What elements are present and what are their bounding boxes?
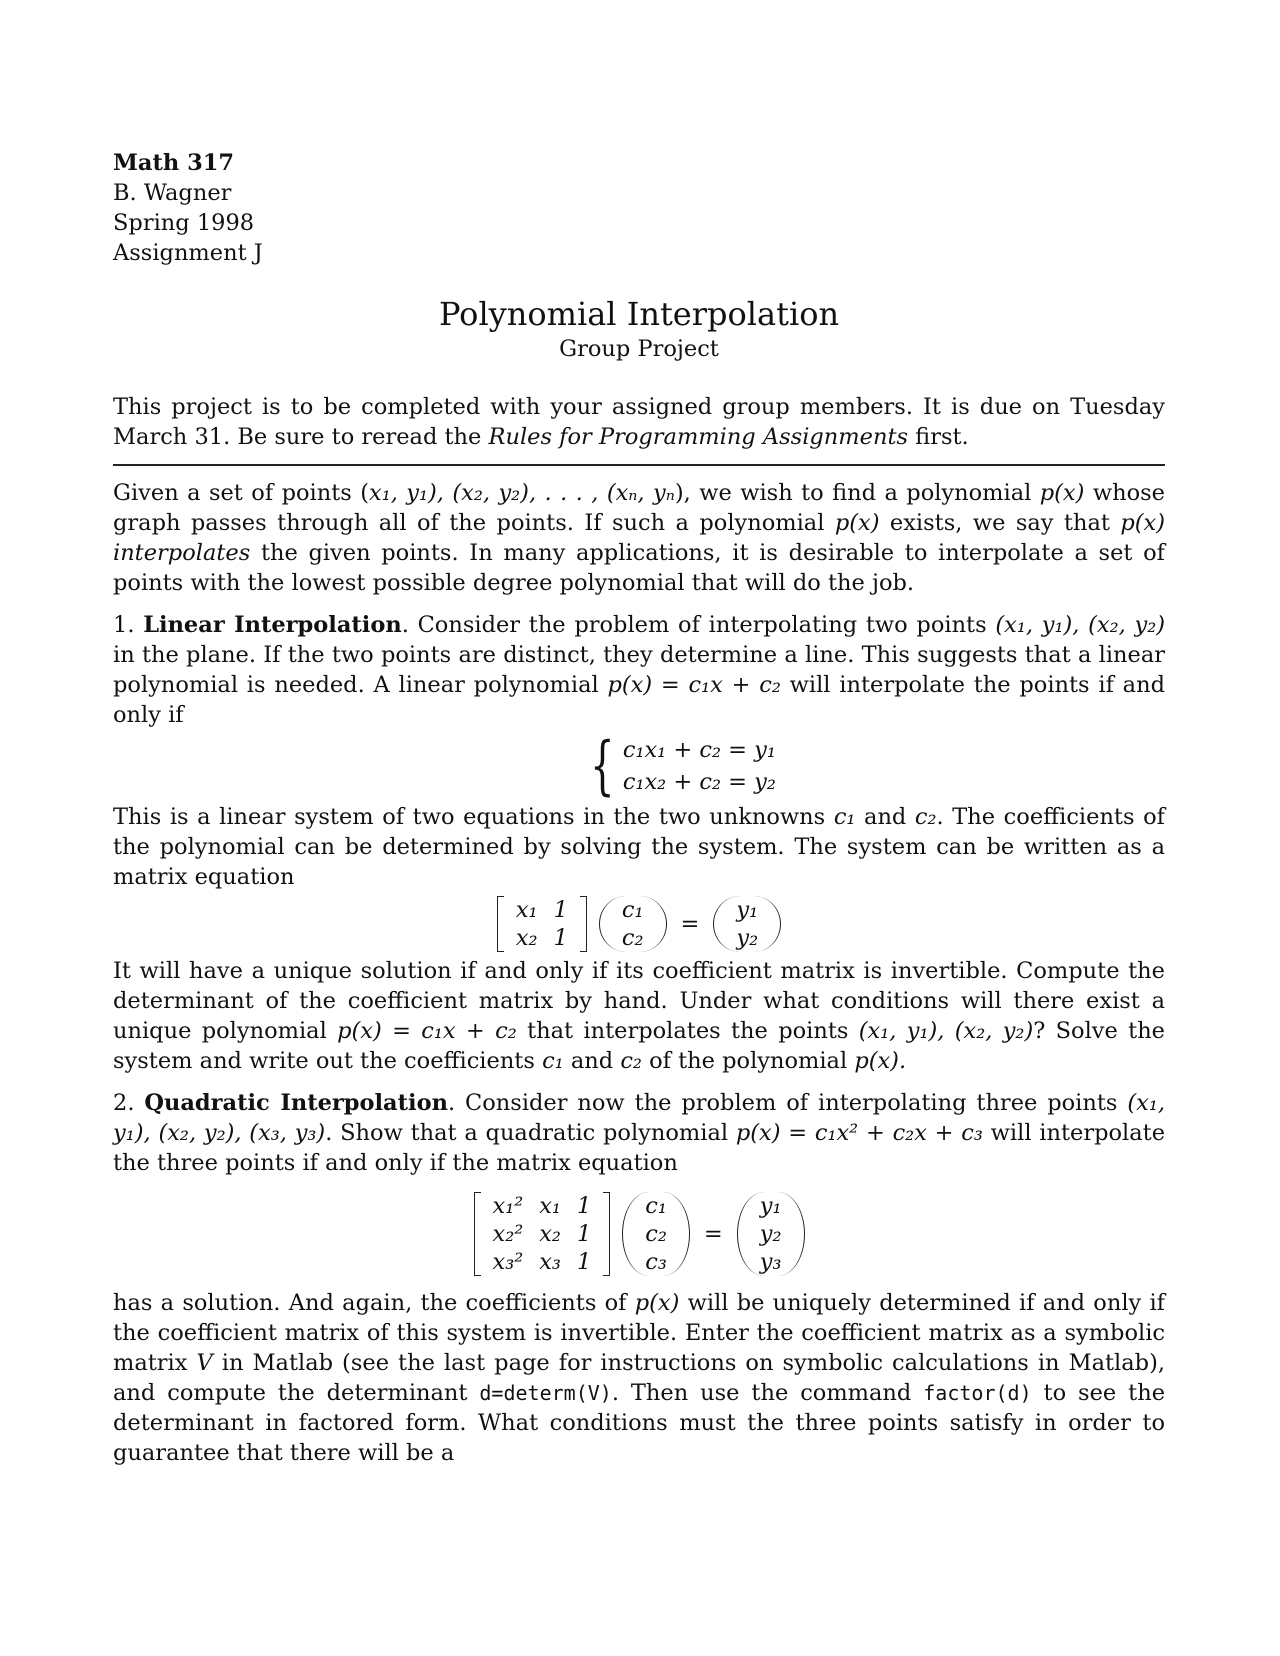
title-block (113, 294, 1165, 364)
intro-paragraph: This project is to be completed with your assigned group members. It is due on Tuesday March 31. Be sure to reread the Rules for Programming Assignments first. (113, 394, 1165, 450)
matrix-equation-2x2: x₁ 1 x₂ 1 c₁ c₂ = y₁ y₂ (113, 896, 1165, 952)
page-subtitle: Group Project (559, 336, 719, 362)
rules-reference: Rules for Programming Assignments (488, 424, 909, 450)
instructor-name: B. Wagner (113, 180, 232, 206)
unknowns-vector-3: c₁ c₂ c₃ (622, 1192, 690, 1276)
unknowns-vector-2: c₁ c₂ (599, 896, 667, 952)
linear-system (113, 729, 1165, 803)
assignment-label: Assignment J (113, 240, 263, 266)
matrix-equation-3x3: x₁² x₁ 1 x₂² x₂ 1 x₃² x₃ 1 c₁ c₂ c₃ = y₁ y₂ y₃ (113, 1192, 1165, 1276)
coefficient-matrix-2x2: x₁ 1 x₂ 1 (497, 896, 587, 952)
linear-section-paragraph: 1. Linear Interpolation. Consider the problem of interpolating two points (x₁, y₁), (x₂, y₂) in the plane. If the two points are distinct, they determine a line. This suggests that a linear polynomial is needed. A linear polynomial p(x) = c₁x + c₂ will interpolate the points if and only if (113, 612, 1165, 728)
linear-system-paragraph: This is a linear system of two equations in the two unknowns c₁ and c₂. The coefficients of the polynomial can be determined by solving the system. The system can be written as a matrix equation (113, 804, 1165, 890)
left-brace: { (590, 729, 615, 803)
rhs-vector-2: y₁ y₂ (713, 896, 781, 952)
term: Spring 1998 (113, 210, 255, 236)
divider (113, 464, 1165, 466)
matlab-paragraph: has a solution. And again, the coefficients of p(x) will be uniquely determined if and only if the coefficient matrix of this system is invertible. Enter the coefficient matrix as a symbolic matrix V in Matlab (see the last page for instructions on symbolic calculations in Matlab), and compute the determinant d=determ(V). Then use the command factor(d) to see the determinant in factored form. What conditions must the three points satisfy in order to guarantee that there will be a (113, 1290, 1166, 1466)
system-equation-2: c₁x₂ + c₂ = y₂ (622, 769, 776, 795)
section-heading-linear: Linear Interpolation (143, 612, 402, 638)
code-determ: d=determ(V) (479, 1381, 612, 1405)
system-equation-1: c₁x₁ + c₂ = y₁ (622, 737, 776, 763)
quadratic-section-paragraph: 2. Quadratic Interpolation. Consider now the problem of interpolating three points (x₁, y₁), (x₂, y₂), (x₃, y₃). Show that a quadratic polynomial p(x) = c₁x² + c₂x + c₃ will interpolate the three points if and only if the matrix equation (113, 1090, 1166, 1176)
code-factor: factor(d) (923, 1381, 1032, 1405)
document-page (113, 148, 1165, 1468)
header-block (113, 148, 1165, 268)
page-title: Polynomial Interpolation (438, 295, 840, 333)
vandermonde-matrix-3x3: x₁² x₁ 1 x₂² x₂ 1 x₃² x₃ 1 (474, 1192, 611, 1276)
course-name: Math 317 (113, 150, 235, 176)
section-heading-quadratic: Quadratic Interpolation (144, 1090, 448, 1116)
uniqueness-paragraph: It will have a unique solution if and only if its coefficient matrix is invertible. Compute the determinant of the coefficient matrix by hand. Under what conditions will there exist a unique polynomial p(x) = c₁x + c₂ that interpolates the points (x₁, y₁), (x₂, y₂)? Solve the system and write out the coefficients c₁ and c₂ of the polynomial p(x). (113, 958, 1166, 1074)
overview-paragraph: Given a set of points (x₁, y₁), (x₂, y₂), . . . , (xₙ, yₙ), we wish to find a polynomial p(x) whose graph passes through all of the points. If such a polynomial p(x) exists, we say that p(x) interpolates the given points. In many applications, it is desirable to interpolate a set of points with the lowest possible degree polynomial that will do the job. (113, 480, 1166, 596)
rhs-vector-3: y₁ y₂ y₃ (737, 1192, 805, 1276)
